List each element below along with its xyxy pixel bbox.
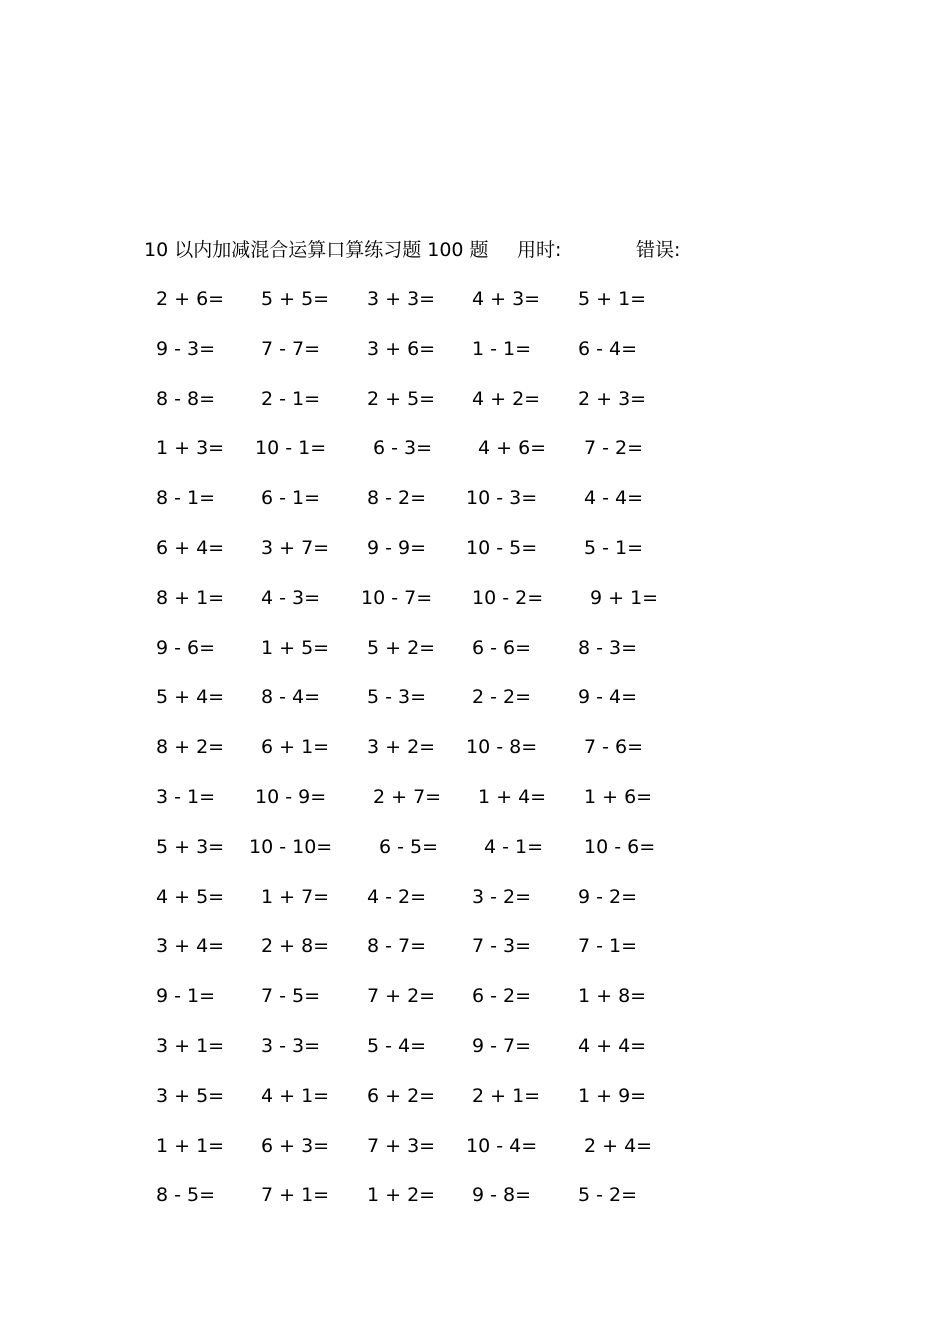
problem-cell: 10 - 4= (466, 1134, 538, 1157)
problem-cell: 6 + 1= (261, 736, 330, 759)
problem-cell: 4 + 5= (156, 885, 225, 908)
problem-cell: 6 - 6= (472, 636, 532, 659)
problem-cell: 8 - 7= (367, 935, 427, 958)
problem-cell: 9 - 3= (156, 337, 216, 360)
problem-cell: 7 - 7= (261, 337, 321, 360)
problem-cell: 7 + 3= (367, 1134, 436, 1157)
problem-row (0, 284, 950, 334)
problem-cell: 2 + 1= (472, 1084, 541, 1107)
problem-cell: 1 + 6= (584, 785, 653, 808)
problem-cell: 1 + 8= (578, 985, 647, 1008)
problem-cell: 1 + 3= (156, 437, 225, 460)
problem-cell: 6 - 2= (472, 985, 532, 1008)
problem-cell: 7 - 1= (578, 935, 638, 958)
problem-row (0, 782, 950, 832)
problem-cell: 8 - 2= (367, 487, 427, 510)
problem-cell: 1 - 1= (472, 337, 532, 360)
problem-cell: 9 - 7= (472, 1034, 532, 1057)
problem-row (0, 633, 950, 683)
problem-cell: 6 + 3= (261, 1134, 330, 1157)
problem-cell: 10 - 2= (472, 586, 544, 609)
problem-cell: 6 - 5= (379, 835, 439, 858)
problem-cell: 8 + 1= (156, 586, 225, 609)
problem-cell: 8 - 8= (156, 387, 216, 410)
problem-cell: 9 - 4= (578, 686, 638, 709)
problem-row (0, 1031, 950, 1081)
problem-cell: 10 - 3= (466, 487, 538, 510)
problem-cell: 4 + 1= (261, 1084, 330, 1107)
problem-row (0, 1180, 950, 1230)
problem-row (0, 533, 950, 583)
problem-cell: 10 - 10= (249, 835, 333, 858)
problem-cell: 9 - 1= (156, 985, 216, 1008)
problem-cell: 4 + 2= (472, 387, 541, 410)
problem-cell: 5 - 2= (578, 1184, 638, 1207)
problem-cell: 4 - 2= (367, 885, 427, 908)
problem-cell: 9 + 1= (590, 586, 659, 609)
problem-row (0, 334, 950, 384)
problem-cell: 5 + 1= (578, 288, 647, 310)
problem-cell: 4 - 3= (261, 586, 321, 609)
problem-cell: 5 - 4= (367, 1034, 427, 1057)
problem-row (0, 384, 950, 434)
problem-grid (0, 284, 950, 1230)
problem-cell: 9 - 2= (578, 885, 638, 908)
error-count-label: 错误: (636, 239, 681, 261)
problem-cell: 8 - 4= (261, 686, 321, 709)
problem-cell: 4 + 3= (472, 288, 541, 310)
problem-row (0, 931, 950, 981)
problem-cell: 9 - 8= (472, 1184, 532, 1207)
problem-cell: 7 - 2= (584, 437, 644, 460)
problem-cell: 10 - 7= (361, 586, 433, 609)
problem-cell: 3 - 1= (156, 785, 216, 808)
problem-cell: 7 - 5= (261, 985, 321, 1008)
problem-row (0, 832, 950, 882)
problem-cell: 2 + 8= (261, 935, 330, 958)
problem-row (0, 682, 950, 732)
problem-cell: 5 + 5= (261, 288, 330, 310)
problem-cell: 8 - 3= (578, 636, 638, 659)
problem-cell: 6 + 2= (367, 1084, 436, 1107)
problem-cell: 2 + 4= (584, 1134, 653, 1157)
problem-cell: 6 - 3= (373, 437, 433, 460)
worksheet-title: 10 以内加减混合运算口算练习题 100 题 (144, 239, 489, 261)
problem-cell: 8 + 2= (156, 736, 225, 759)
problem-cell: 10 - 8= (466, 736, 538, 759)
problem-cell: 3 + 3= (367, 288, 436, 310)
problem-cell: 3 + 4= (156, 935, 225, 958)
problem-cell: 1 + 2= (367, 1184, 436, 1207)
problem-cell: 6 - 1= (261, 487, 321, 510)
problem-cell: 3 + 2= (367, 736, 436, 759)
problem-cell: 4 - 4= (584, 487, 644, 510)
problem-cell: 7 + 1= (261, 1184, 330, 1207)
problem-cell: 3 + 1= (156, 1034, 225, 1057)
problem-cell: 1 + 1= (156, 1134, 225, 1157)
problem-cell: 10 - 1= (255, 437, 327, 460)
problem-cell: 5 + 3= (156, 835, 225, 858)
problem-cell: 10 - 9= (255, 785, 327, 808)
problem-row (0, 583, 950, 633)
problem-cell: 3 + 6= (367, 337, 436, 360)
problem-cell: 4 - 1= (484, 835, 544, 858)
problem-row (0, 483, 950, 533)
problem-row (0, 981, 950, 1031)
problem-cell: 2 + 5= (367, 387, 436, 410)
problem-cell: 3 - 3= (261, 1034, 321, 1057)
problem-cell: 2 + 6= (156, 288, 225, 310)
problem-cell: 2 + 3= (578, 387, 647, 410)
problem-cell: 8 - 1= (156, 487, 216, 510)
problem-row (0, 732, 950, 782)
problem-row (0, 1081, 950, 1131)
problem-cell: 2 + 7= (373, 785, 442, 808)
problem-cell: 4 + 4= (578, 1034, 647, 1057)
problem-cell: 1 + 5= (261, 636, 330, 659)
problem-row (0, 433, 950, 483)
problem-cell: 5 + 2= (367, 636, 436, 659)
problem-cell: 9 - 6= (156, 636, 216, 659)
problem-cell: 5 + 4= (156, 686, 225, 709)
problem-cell: 7 - 3= (472, 935, 532, 958)
problem-row (0, 1131, 950, 1181)
problem-cell: 7 - 6= (584, 736, 644, 759)
problem-cell: 9 - 9= (367, 536, 427, 559)
problem-cell: 3 - 2= (472, 885, 532, 908)
problem-cell: 1 + 4= (478, 785, 547, 808)
problem-cell: 8 - 5= (156, 1184, 216, 1207)
problem-cell: 2 - 2= (472, 686, 532, 709)
problem-cell: 3 + 5= (156, 1084, 225, 1107)
problem-row (0, 882, 950, 932)
problem-cell: 7 + 2= (367, 985, 436, 1008)
problem-cell: 2 - 1= (261, 387, 321, 410)
problem-cell: 3 + 7= (261, 536, 330, 559)
problem-cell: 4 + 6= (478, 437, 547, 460)
time-used-label: 用时: (517, 239, 562, 261)
problem-cell: 5 - 3= (367, 686, 427, 709)
problem-cell: 1 + 7= (261, 885, 330, 908)
problem-cell: 1 + 9= (578, 1084, 647, 1107)
problem-cell: 6 + 4= (156, 536, 225, 559)
problem-cell: 10 - 5= (466, 536, 538, 559)
worksheet-header (0, 236, 950, 264)
problem-cell: 10 - 6= (584, 835, 656, 858)
problem-cell: 5 - 1= (584, 536, 644, 559)
problem-cell: 6 - 4= (578, 337, 638, 360)
